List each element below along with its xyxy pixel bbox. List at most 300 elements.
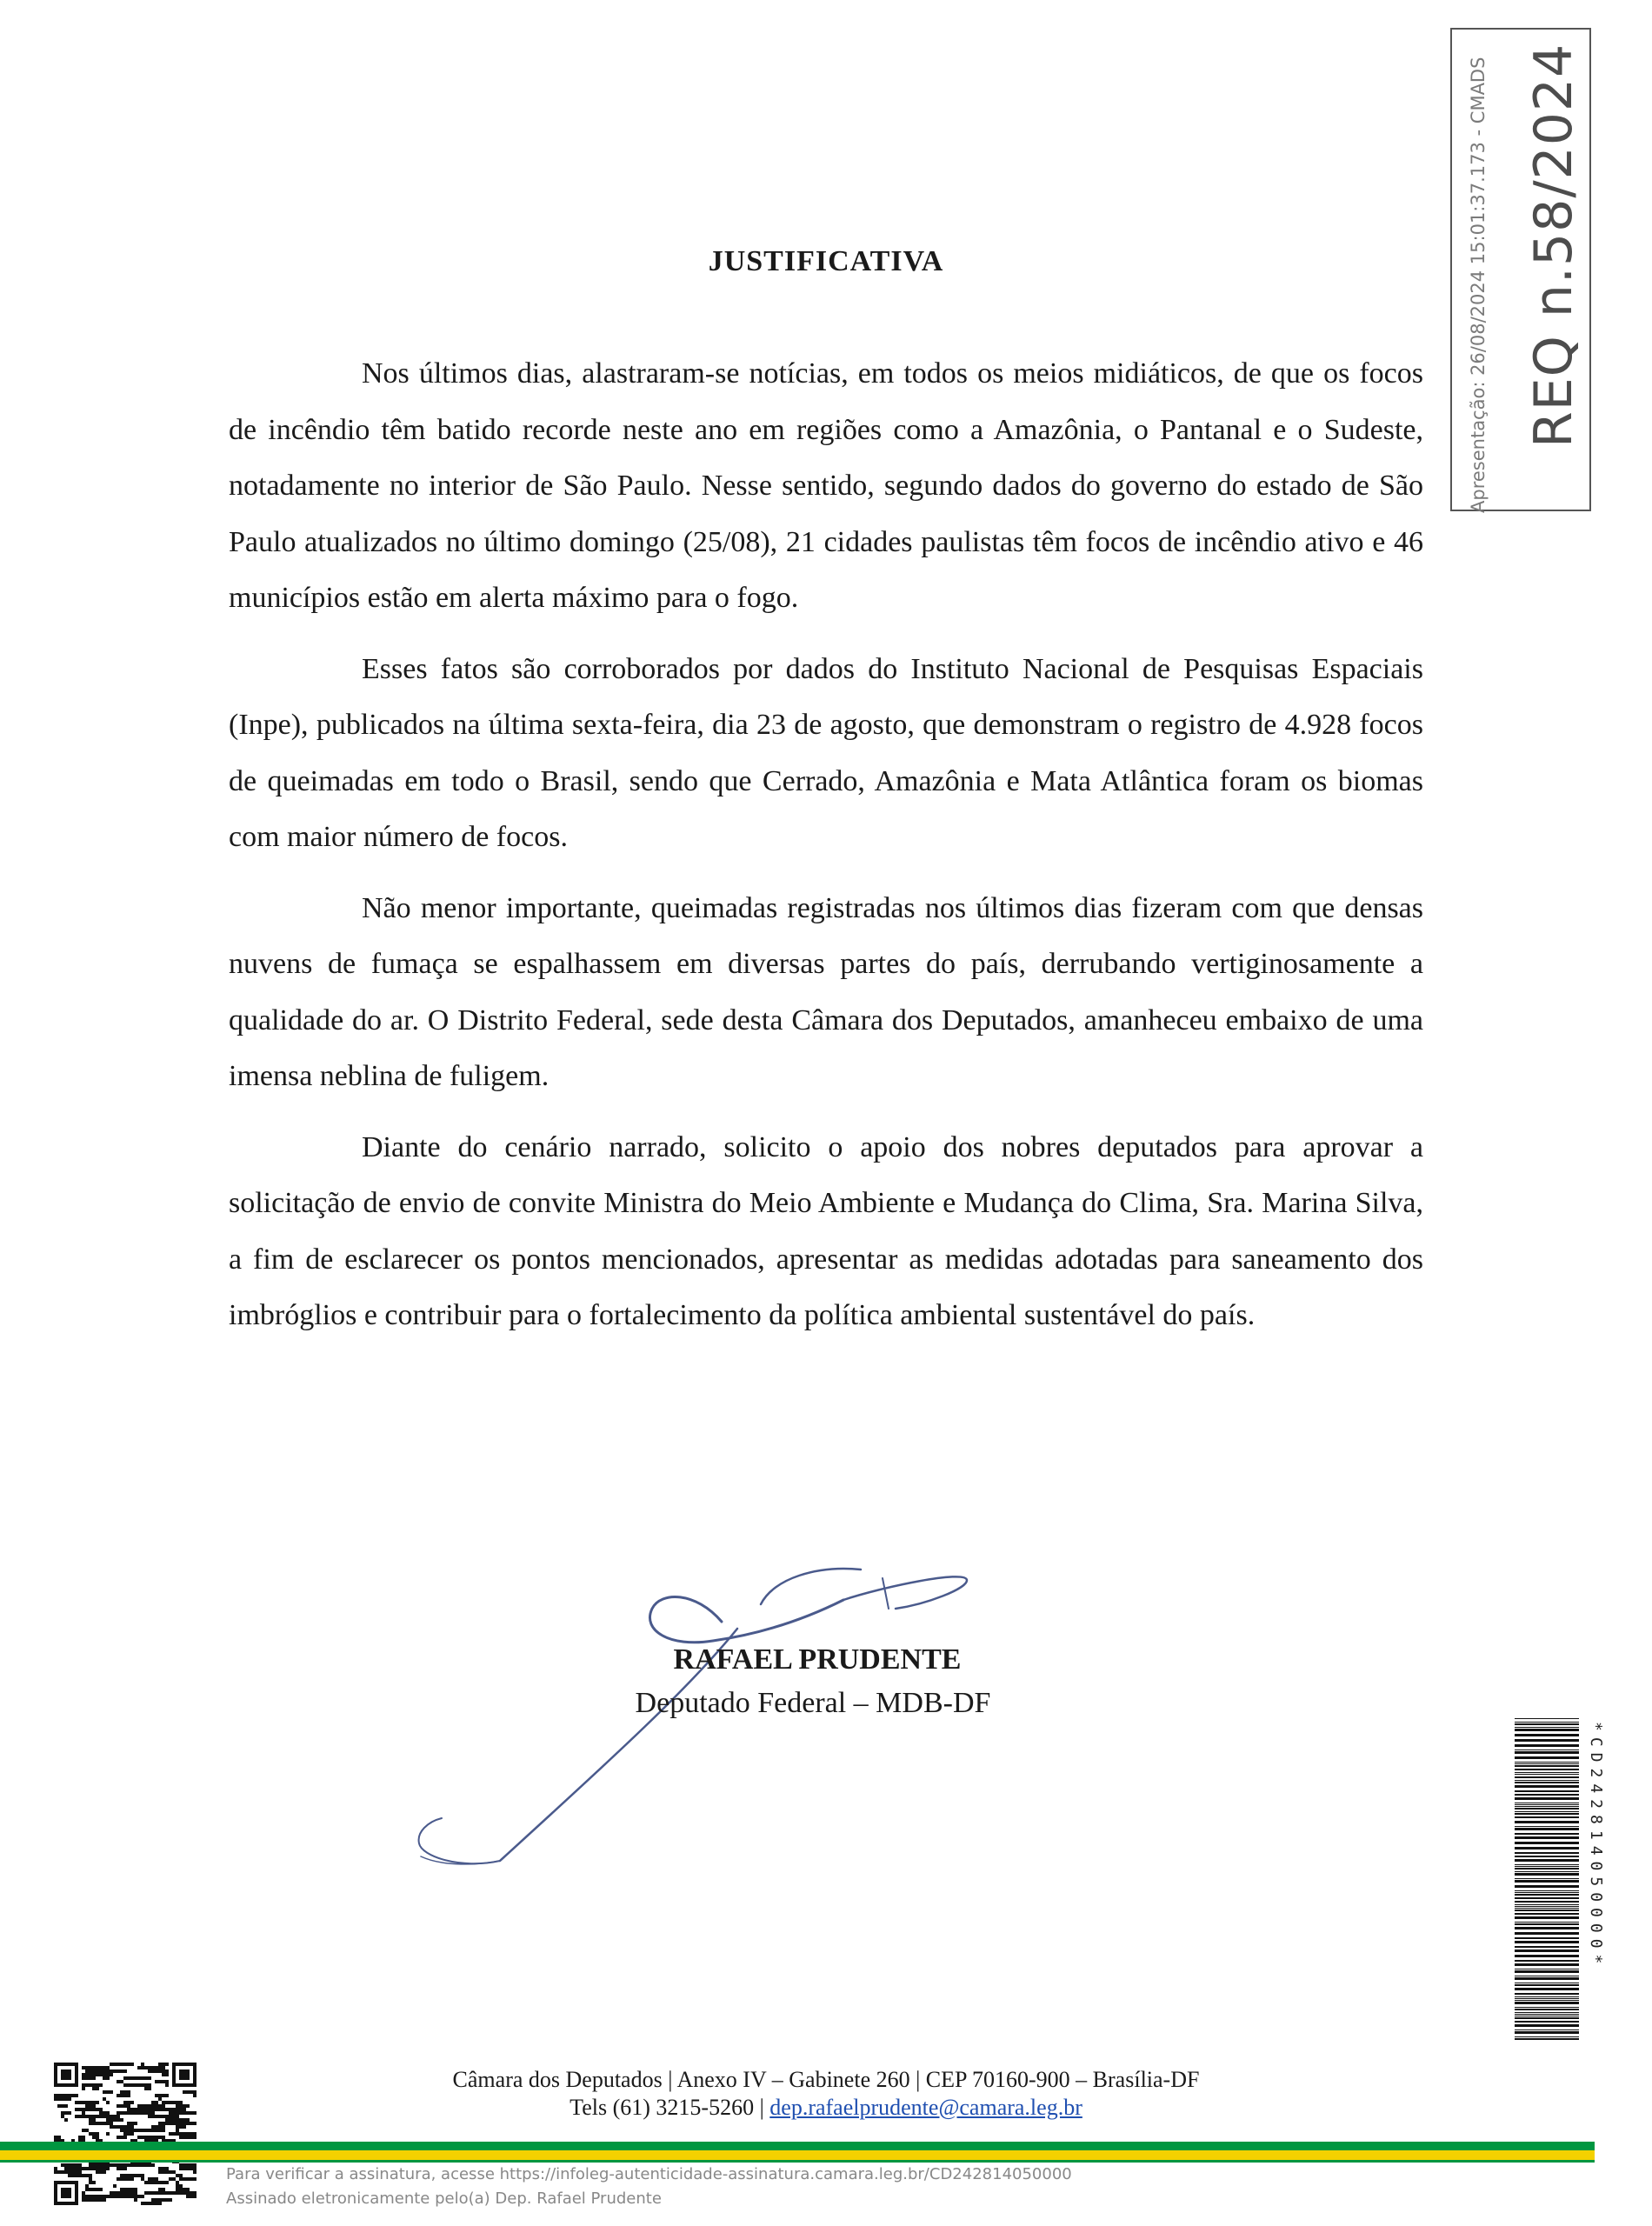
qr-module — [183, 2136, 186, 2139]
qr-module — [162, 2181, 165, 2184]
barcode-bar — [1515, 1774, 1579, 1775]
qr-module — [186, 2177, 190, 2181]
qr-module — [193, 2163, 197, 2167]
barcode-bar — [1515, 1727, 1579, 1728]
barcode-bar — [1515, 1937, 1579, 1939]
barcode-bar — [1515, 1984, 1579, 1986]
qr-module — [148, 2191, 151, 2195]
qr-module — [155, 2202, 158, 2205]
barcode-bar — [1515, 1756, 1579, 1759]
qr-module — [85, 2198, 89, 2202]
qr-module — [110, 2195, 113, 2198]
qr-module — [123, 2163, 127, 2167]
qr-module — [110, 2125, 113, 2129]
qr-module — [89, 2132, 92, 2136]
qr-module — [89, 2195, 92, 2198]
barcode-bar — [1515, 1988, 1579, 1990]
qr-module — [193, 2167, 197, 2170]
qr-module — [151, 2177, 155, 2181]
qr-module — [127, 2195, 130, 2198]
barcode-bar — [1515, 1941, 1579, 1943]
barcode-bar — [1515, 1852, 1579, 1854]
barcode-bar — [1515, 1806, 1579, 1807]
qr-module — [117, 2063, 120, 2066]
barcode-bar — [1515, 1963, 1579, 1966]
qr-module — [151, 2125, 155, 2129]
paragraph-2: Esses fatos são corroborados por dados do Instituto Nacional de Pesquisas Espaciais (Inpe), publicados na última sexta-feira, dia 23 de agosto, que demonstram o registro de 4.928 focos de queimadas em todo o Brasil, sendo que Cerrado, Amazônia e Mata Atlântica foram os biomas com maior número de focos. — [229, 652, 1423, 853]
qr-module — [186, 2136, 190, 2139]
qr-module — [179, 2174, 183, 2177]
qr-module — [190, 2136, 193, 2139]
qr-module — [172, 2191, 176, 2195]
qr-module — [190, 2132, 193, 2136]
qr-module — [186, 2195, 190, 2198]
qr-module — [120, 2063, 123, 2066]
qr-module — [96, 2198, 99, 2202]
qr-module — [68, 2170, 71, 2174]
qr-module — [78, 2170, 82, 2174]
qr-module — [71, 2163, 75, 2167]
barcode-bar — [1515, 1813, 1579, 1815]
qr-module — [110, 2163, 113, 2167]
qr-module — [176, 2132, 179, 2136]
qr-module — [179, 2191, 183, 2195]
qr-module — [183, 2191, 186, 2195]
qr-module — [130, 2125, 134, 2129]
qr-module — [172, 2170, 176, 2174]
qr-module — [193, 2177, 197, 2181]
qr-module — [61, 2163, 64, 2167]
qr-module — [130, 2129, 134, 2132]
qr-module — [134, 2198, 137, 2202]
barcode-bar — [1515, 1909, 1579, 1911]
qr-module — [193, 2170, 197, 2174]
barcode-bar — [1515, 1808, 1579, 1809]
qr-module — [186, 2188, 190, 2191]
signed-by: Assinado eletronicamente pelo(a) Dep. Rafael Prudente — [226, 2189, 662, 2208]
qr-module — [123, 2191, 127, 2195]
qr-module — [68, 2174, 71, 2177]
footer-phone: Tels (61) 3215-5260 | — [570, 2095, 770, 2120]
qr-module — [134, 2129, 137, 2132]
qr-module — [120, 2191, 123, 2195]
qr-module — [176, 2188, 179, 2191]
qr-module — [130, 2132, 134, 2136]
qr-module — [155, 2198, 158, 2202]
qr-module — [110, 2063, 113, 2066]
barcode-bar — [1515, 1866, 1579, 1867]
barcode-bar — [1515, 1906, 1579, 1907]
qr-module — [127, 2129, 130, 2132]
barcode-bar — [1515, 1885, 1579, 1888]
barcode-bar — [1515, 1993, 1579, 1995]
qr-module — [183, 2122, 186, 2125]
barcode-bar — [1515, 2036, 1579, 2037]
qr-module — [165, 2198, 169, 2202]
qr-module — [85, 2167, 89, 2170]
qr-module — [158, 2122, 162, 2125]
qr-module — [176, 2122, 179, 2125]
qr-module — [141, 2063, 144, 2066]
signer-name: RAFAEL PRUDENTE — [673, 1643, 962, 1676]
barcode-bar — [1515, 1871, 1579, 1872]
qr-module — [113, 2191, 117, 2195]
qr-module — [172, 2177, 176, 2181]
qr-module — [130, 2174, 134, 2177]
barcode-bar — [1515, 1762, 1579, 1763]
qr-module — [64, 2170, 68, 2174]
qr-module — [169, 2177, 172, 2181]
qr-module — [54, 2136, 57, 2139]
qr-module — [134, 2195, 137, 2198]
qr-module — [82, 2195, 85, 2198]
qr-module — [183, 2188, 186, 2191]
qr-module — [141, 2136, 144, 2139]
qr-module — [134, 2122, 137, 2125]
qr-module — [89, 2174, 92, 2177]
footer-email-link[interactable]: dep.rafaelprudente@camara.leg.br — [769, 2095, 1082, 2120]
qr-module — [148, 2181, 151, 2184]
qr-module — [165, 2122, 169, 2125]
barcode-bar — [1515, 1923, 1579, 1925]
qr-module — [134, 2188, 137, 2191]
qr-module — [193, 2132, 197, 2136]
qr-module — [162, 2129, 165, 2132]
footer-address: Câmara dos Deputados | Anexo IV – Gabinete 260 | CEP 70160-900 – Brasília-DF — [452, 2067, 1200, 2092]
qr-module — [151, 2202, 155, 2205]
qr-module — [151, 2198, 155, 2202]
qr-module — [162, 2136, 165, 2139]
barcode-bar — [1515, 1744, 1579, 1747]
qr-module — [110, 2191, 113, 2195]
barcode-bar — [1515, 1873, 1579, 1876]
qr-module — [82, 2174, 85, 2177]
qr-module — [155, 2129, 158, 2132]
qr-module — [190, 2191, 193, 2195]
qr-module — [123, 2136, 127, 2139]
qr-module — [123, 2132, 127, 2136]
barcode-bar — [1515, 1842, 1579, 1844]
qr-module — [89, 2188, 92, 2191]
qr-module — [144, 2191, 148, 2195]
qr-module — [113, 2063, 117, 2066]
qr-module — [103, 2122, 106, 2125]
barcode-bar — [1515, 1765, 1579, 1767]
barcode-bar — [1515, 1955, 1579, 1957]
barcode-bar — [1515, 1960, 1579, 1962]
barcode-bar — [1515, 1785, 1579, 1788]
qr-module — [120, 2177, 123, 2181]
qr-module — [75, 2174, 78, 2177]
qr-module — [75, 2170, 78, 2174]
document-title: JUSTIFICATIVA — [708, 245, 944, 277]
qr-module — [75, 2167, 78, 2170]
qr-module — [127, 2177, 130, 2181]
qr-module — [141, 2177, 144, 2181]
qr-module — [64, 2167, 68, 2170]
barcode-bar — [1515, 1782, 1579, 1783]
barcode-bar — [1515, 1946, 1579, 1948]
barcode-bar — [1515, 1970, 1579, 1973]
qr-module — [120, 2167, 123, 2170]
qr-module — [82, 2167, 85, 2170]
qr-module — [148, 2177, 151, 2181]
qr-module — [68, 2163, 71, 2167]
qr-module — [193, 2191, 197, 2195]
qr-module — [92, 2132, 96, 2136]
request-number: REQ n.58/2024 — [1523, 43, 1584, 448]
qr-module — [96, 2132, 99, 2136]
barcode-bar — [1515, 1794, 1579, 1796]
qr-module — [120, 2129, 123, 2132]
qr-module — [162, 2198, 165, 2202]
qr-module — [96, 2195, 99, 2198]
stripe-green-bottom — [0, 2160, 1595, 2163]
qr-module — [151, 2129, 155, 2132]
qr-module — [117, 2195, 120, 2198]
qr-module — [64, 2163, 68, 2167]
barcode-bar — [1515, 1868, 1579, 1869]
barcode-bar — [1515, 1922, 1579, 1923]
qr-module — [106, 2167, 110, 2170]
qr-module — [71, 2170, 75, 2174]
qr-module — [96, 2136, 99, 2139]
qr-module — [120, 2163, 123, 2167]
qr-module — [158, 2202, 162, 2205]
qr-module — [179, 2125, 183, 2129]
barcode-bar — [1515, 1769, 1579, 1770]
barcode-bar — [1515, 1739, 1579, 1742]
qr-module — [158, 2063, 162, 2066]
qr-module — [137, 2174, 141, 2177]
qr-module — [162, 2188, 165, 2191]
qr-module — [85, 2195, 89, 2198]
qr-module — [78, 2167, 82, 2170]
qr-module — [148, 2136, 151, 2139]
qr-module — [158, 2129, 162, 2132]
qr-module — [54, 2170, 57, 2174]
qr-module — [103, 2163, 106, 2167]
qr-module — [71, 2167, 75, 2170]
qr-module — [144, 2181, 148, 2184]
barcode-bar — [1515, 1833, 1579, 1835]
qr-module — [183, 2125, 186, 2129]
qr-module — [137, 2136, 141, 2139]
qr-module — [96, 2167, 99, 2170]
qr-module — [130, 2163, 134, 2167]
signer-role: Deputado Federal – MDB-DF — [635, 1687, 991, 1719]
qr-module — [99, 2188, 103, 2191]
qr-module — [158, 2167, 162, 2170]
qr-module — [82, 2129, 85, 2132]
barcode-bar — [1515, 1908, 1579, 1909]
qr-module — [148, 2202, 151, 2205]
qr-module — [57, 2170, 61, 2174]
barcode-bar — [1515, 2012, 1579, 2013]
qr-module — [172, 2122, 176, 2125]
qr-module — [110, 2122, 113, 2125]
qr-module — [165, 2170, 169, 2174]
qr-module — [106, 2195, 110, 2198]
qr-module — [190, 2195, 193, 2198]
qr-module — [179, 2177, 183, 2181]
qr-module — [179, 2122, 183, 2125]
qr-module — [169, 2198, 172, 2202]
qr-module — [68, 2167, 71, 2170]
qr-module — [158, 2191, 162, 2195]
qr-module — [92, 2198, 96, 2202]
qr-module — [117, 2136, 120, 2139]
barcode-bar — [1515, 1772, 1579, 1773]
barcode-bar — [1515, 1949, 1579, 1952]
presentation-stamp-text: Apresentação: 26/08/2024 15:01:37.173 - CMADS — [1468, 57, 1489, 513]
verify-url: Para verificar a assinatura, acesse https://infoleg-autenticidade-assinatura.camara.leg.br/CD242814050000 — [226, 2165, 1072, 2183]
qr-module — [186, 2191, 190, 2195]
qr-module — [113, 2163, 117, 2167]
barcode-bar — [1515, 1904, 1579, 1905]
qr-module — [148, 2129, 151, 2132]
qr-module — [89, 2198, 92, 2202]
qr-module — [106, 2163, 110, 2167]
qr-module — [190, 2122, 193, 2125]
qr-module — [99, 2170, 103, 2174]
barcode-text: *CD242814050000* — [1587, 1722, 1605, 1970]
document-body — [229, 346, 1423, 1359]
qr-module — [82, 2136, 85, 2139]
qr-module — [123, 2167, 127, 2170]
qr-module — [155, 2191, 158, 2195]
qr-module — [99, 2163, 103, 2167]
qr-module — [117, 2191, 120, 2195]
qr-module — [103, 2198, 106, 2202]
qr-module — [123, 2063, 127, 2066]
barcode-bar — [1515, 1729, 1579, 1731]
qr-module — [186, 2163, 190, 2167]
stripe-green-top — [0, 2142, 1595, 2150]
qr-module — [158, 2181, 162, 2184]
qr-module — [144, 2136, 148, 2139]
qr-module — [99, 2122, 103, 2125]
barcode-bar — [1515, 1828, 1579, 1830]
qr-module — [113, 2184, 117, 2188]
qr-module — [99, 2167, 103, 2170]
barcode-bar — [1515, 1998, 1579, 1999]
qr-module — [89, 2167, 92, 2170]
qr-module — [92, 2181, 96, 2184]
barcode-bar — [1515, 1878, 1579, 1879]
qr-module — [120, 2136, 123, 2139]
barcode-bar — [1515, 1718, 1579, 1719]
qr-module — [169, 2170, 172, 2174]
qr-module — [144, 2129, 148, 2132]
qr-module — [130, 2122, 134, 2125]
barcode-bar — [1515, 1890, 1579, 1891]
barcode-bar — [1515, 2017, 1579, 2019]
barcode-bar — [1515, 1797, 1579, 1800]
qr-module — [127, 2163, 130, 2167]
barcode-bar — [1515, 1836, 1579, 1839]
barcode-bar — [1515, 1901, 1579, 1903]
qr-module — [158, 2125, 162, 2129]
qr-module — [162, 2191, 165, 2195]
qr-module — [137, 2195, 141, 2198]
qr-module — [130, 2177, 134, 2181]
qr-module — [183, 2163, 186, 2167]
qr-module — [158, 2136, 162, 2139]
qr-module — [89, 2163, 92, 2167]
qr-module — [169, 2132, 172, 2136]
qr-module — [144, 2163, 148, 2167]
barcode-bar — [1515, 1811, 1579, 1812]
qr-module — [82, 2198, 85, 2202]
qr-module — [134, 2163, 137, 2167]
qr-module — [193, 2195, 197, 2198]
barcode-bar — [1515, 1780, 1579, 1781]
qr-module — [96, 2122, 99, 2125]
qr-module — [127, 2174, 130, 2177]
qr-module — [103, 2167, 106, 2170]
qr-module — [165, 2191, 169, 2195]
qr-module — [165, 2063, 169, 2066]
paragraph-3: Não menor importante, queimadas registradas nos últimos dias fizeram com que densas nuvens de fumaça se espalhassem em diversas partes do país, derrubando vertiginosamente a qualidade do ar. O Distrito Federal, sede desta Câmara dos Deputados, amanheceu embaixo de uma imensa neblina de fuligem. — [229, 891, 1423, 1092]
barcode-bar — [1515, 2024, 1579, 2027]
qr-module — [176, 2125, 179, 2129]
qr-module — [158, 2198, 162, 2202]
qr-module — [78, 2136, 82, 2139]
qr-module — [193, 2136, 197, 2139]
qr-module — [85, 2184, 89, 2188]
qr-module — [162, 2167, 165, 2170]
qr-module — [183, 2177, 186, 2181]
qr-module — [186, 2132, 190, 2136]
qr-module — [155, 2136, 158, 2139]
qr-module — [179, 2132, 183, 2136]
qr-module — [165, 2181, 169, 2184]
qr-module — [106, 2122, 110, 2125]
barcode — [1515, 1718, 1579, 2042]
barcode-bar — [1515, 1734, 1579, 1736]
qr-module — [92, 2195, 96, 2198]
barcode-bar — [1515, 1892, 1579, 1893]
qr-module — [169, 2122, 172, 2125]
barcode-bar — [1515, 1880, 1579, 1883]
barcode-bar — [1515, 1856, 1579, 1857]
paragraph-1: Nos últimos dias, alastraram-se notícias, em todos os meios midiáticos, de que os focos de incêndio têm batido recorde neste ano em regiões como a Amazônia, o Pantanal e o Sudeste, notadamente no interior de São Paulo. Nesse sentido, segundo dados do governo do estado de São Paulo atualizados no último domingo (25/08), 21 cidades paulistas têm focos de incêndio ativo e 46 municípios estão em alerta máximo para o fogo. — [229, 357, 1423, 614]
qr-module — [130, 2063, 134, 2066]
qr-module — [141, 2174, 144, 2177]
qr-module — [155, 2181, 158, 2184]
qr-module — [151, 2163, 155, 2167]
qr-module — [127, 2188, 130, 2191]
qr-module — [179, 2184, 183, 2188]
barcode-bar — [1515, 1927, 1579, 1929]
qr-module — [103, 2195, 106, 2198]
barcode-bar — [1515, 1776, 1579, 1778]
qr-module — [144, 2202, 148, 2205]
barcode-bar — [1515, 1977, 1579, 1980]
qr-module — [123, 2129, 127, 2132]
qr-module — [172, 2132, 176, 2136]
qr-module — [127, 2125, 130, 2129]
qr-module — [89, 2181, 92, 2184]
qr-module — [117, 2167, 120, 2170]
qr-module — [183, 2167, 186, 2170]
qr-module — [113, 2195, 117, 2198]
qr-module — [137, 2163, 141, 2167]
barcode-bar — [1515, 1826, 1579, 1827]
barcode-bar — [1515, 1916, 1579, 1919]
qr-module — [179, 2188, 183, 2191]
